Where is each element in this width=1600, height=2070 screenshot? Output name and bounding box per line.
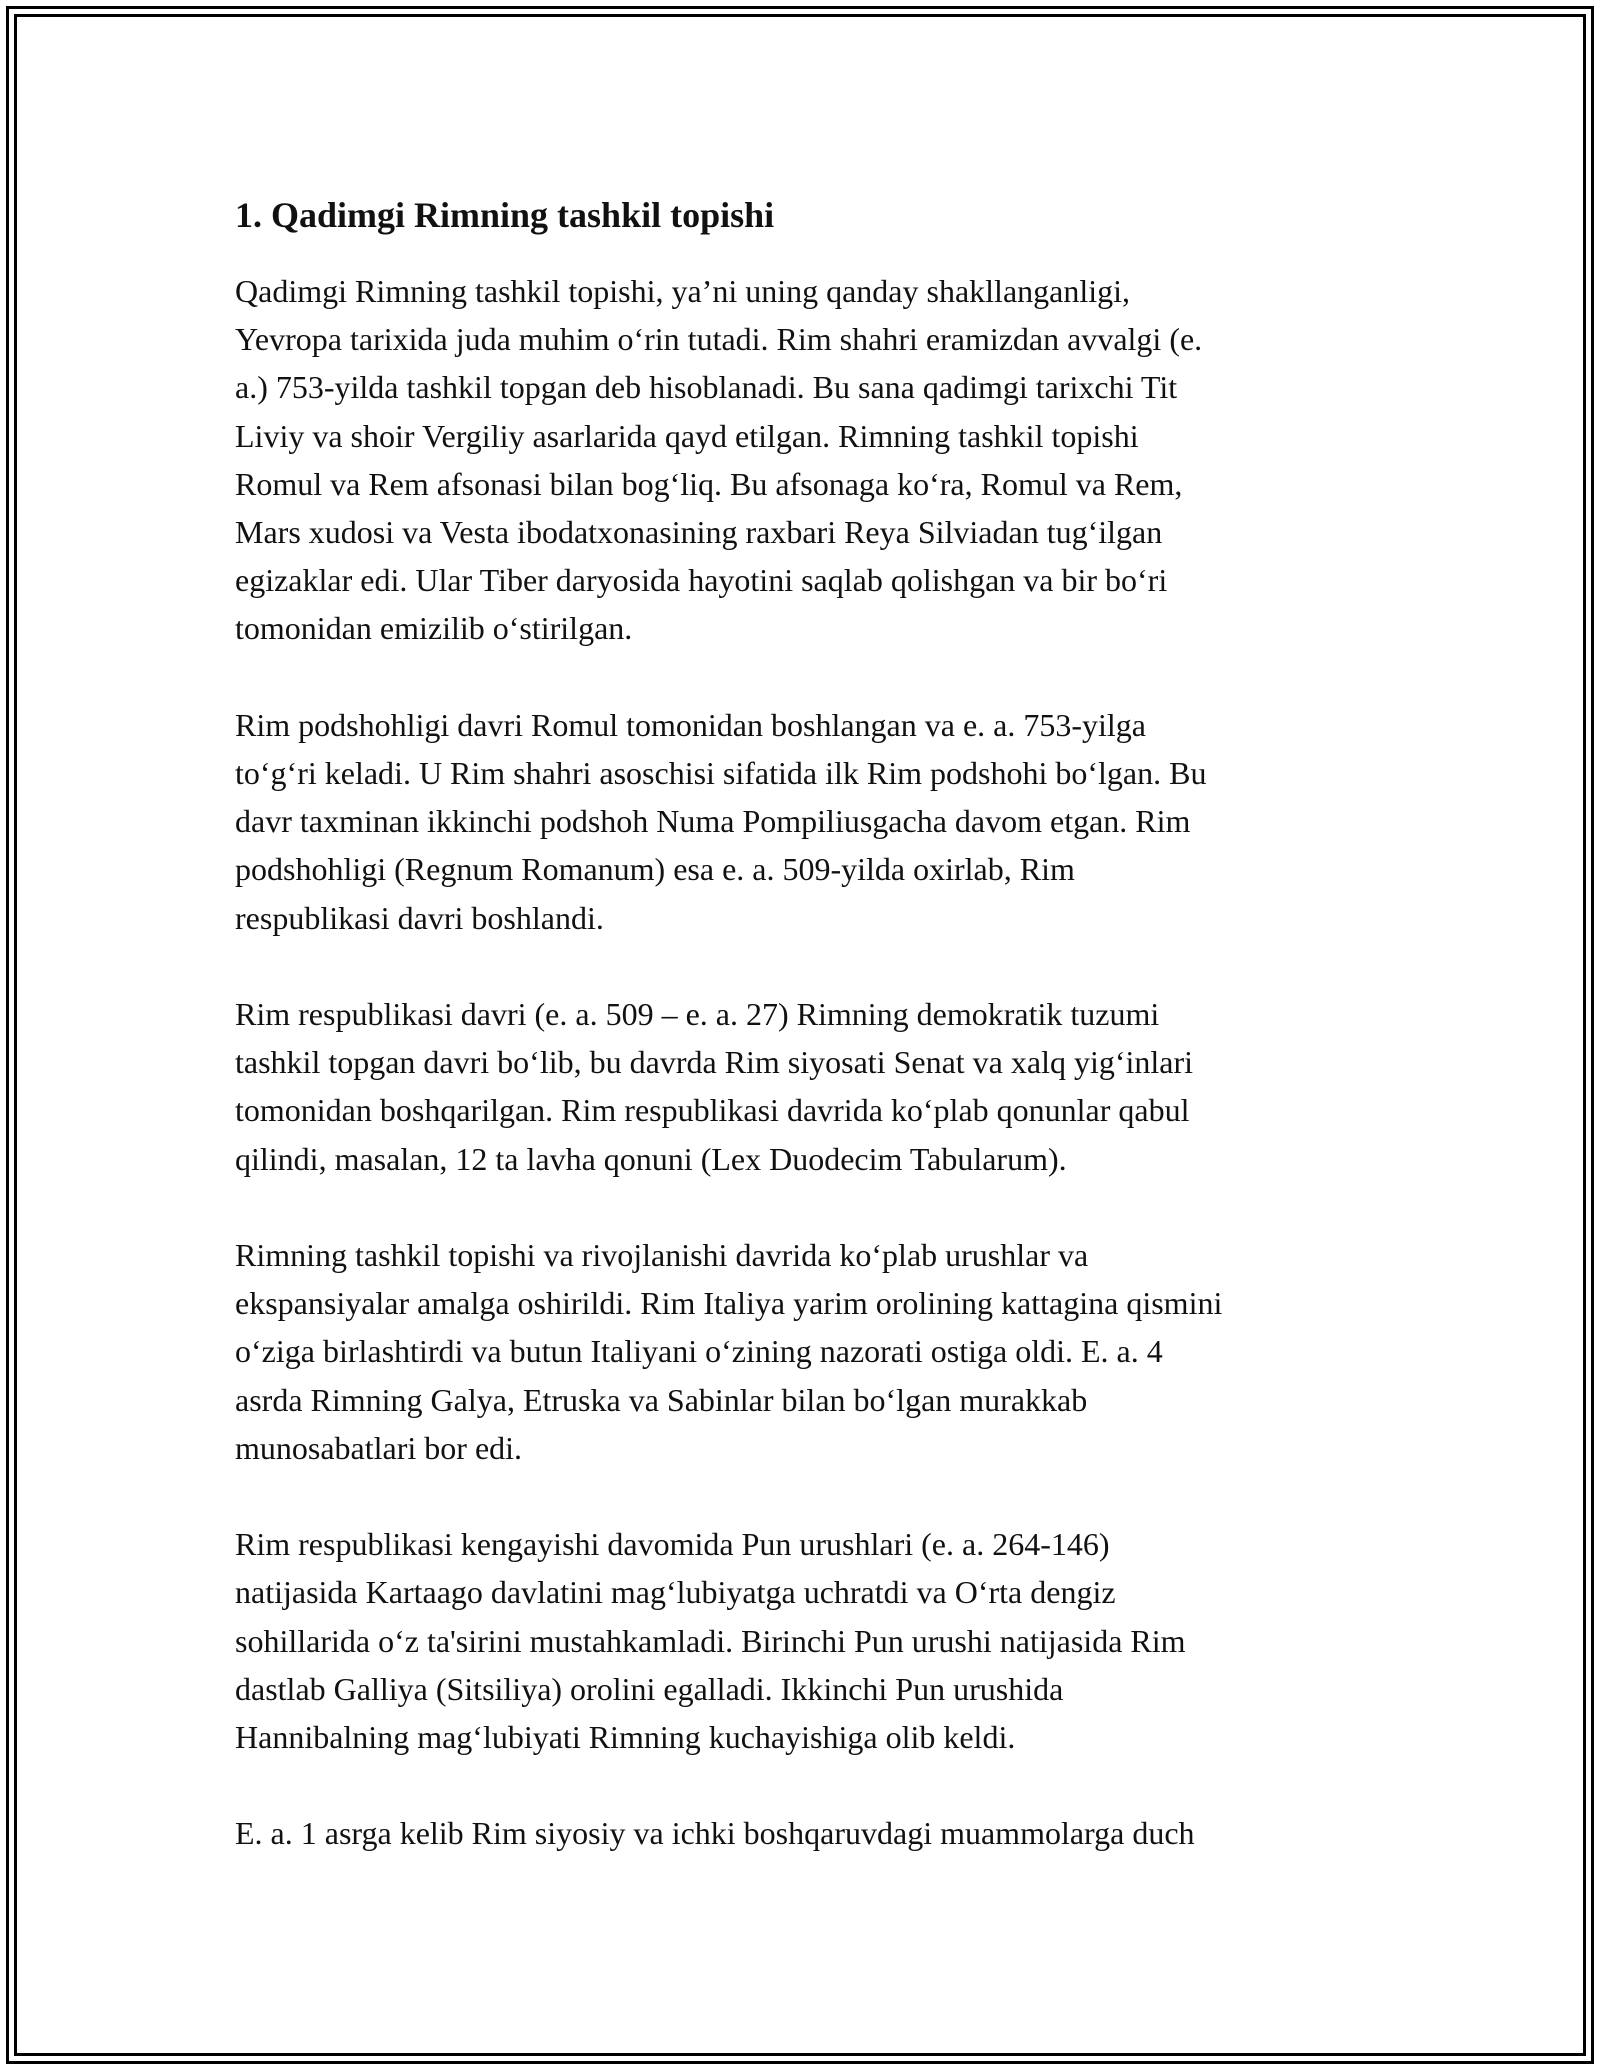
paragraph-line: Romul va Rem afsonasi bilan bog‘liq. Bu afsonaga ko‘ra, Romul va Rem, bbox=[235, 465, 1183, 502]
paragraph bbox=[235, 990, 1375, 1183]
paragraph-list bbox=[235, 267, 1375, 1858]
paragraph bbox=[235, 1231, 1375, 1472]
paragraph-line: dastlab Galliya (Sitsiliya) orolini egalladi. Ikkinchi Pun urushida bbox=[235, 1670, 1064, 1707]
paragraph-line: natijasida Kartaago davlatini mag‘lubiyatga uchratdi va O‘rta dengiz bbox=[235, 1574, 1116, 1611]
section-heading: 1. Qadimgi Rimning tashkil topishi bbox=[235, 195, 775, 235]
paragraph-line: Hannibalning mag‘lubiyati Rimning kuchayishiga olib keldi. bbox=[235, 1719, 1016, 1756]
paragraph-line: Rim podshohligi davri Romul tomonidan boshlangan va e. a. 753-yilga bbox=[235, 706, 1146, 743]
paragraph-line: asrda Rimning Galya, Etruska va Sabinlar bilan bo‘lgan murakkab bbox=[235, 1381, 1088, 1418]
paragraph-line: podshohligi (Regnum Romanum) esa e. a. 509-yilda oxirlab, Rim bbox=[235, 851, 1075, 888]
paragraph-line: a.) 753-yilda tashkil topgan deb hisoblanadi. Bu sana qadimgi tarixchi Tit bbox=[235, 369, 1178, 406]
paragraph-line: tashkil topgan davri bo‘lib, bu davrda Rim siyosati Senat va xalq yig‘inlari bbox=[235, 1044, 1194, 1081]
paragraph bbox=[235, 1520, 1375, 1761]
paragraph-line: E. a. 1 asrga kelib Rim siyosiy va ichki boshqaruvdagi muammolarga duch bbox=[235, 1815, 1195, 1852]
paragraph-line: Qadimgi Rimning tashkil topishi, ya’ni uning qanday shakllanganligi, bbox=[235, 273, 1131, 309]
paragraph-line: Rim respublikasi davri (e. a. 509 – e. a. 27) Rimning demokratik tuzumi bbox=[235, 996, 1160, 1033]
paragraph-line: Liviy va shoir Vergiliy asarlarida qayd etilgan. Rimning tashkil topishi bbox=[235, 417, 1139, 454]
paragraph-line: Rimning tashkil topishi va rivojlanishi davrida ko‘plab urushlar va bbox=[235, 1237, 1089, 1274]
paragraph-line: Mars xudosi va Vesta ibodatxonasining raxbari Reya Silviadan tug‘ilgan bbox=[235, 514, 1163, 551]
paragraph-line: o‘ziga birlashtirdi va butun Italiyani o‘zining nazorati ostiga oldi. E. a. 4 bbox=[235, 1333, 1163, 1370]
paragraph-line: Yevropa tarixida juda muhim o‘rin tutadi. Rim shahri eramizdan avvalgi (e. bbox=[235, 321, 1203, 358]
paragraph-line: tomonidan emizilib o‘stirilgan. bbox=[235, 610, 633, 647]
paragraph-line: egizaklar edi. Ular Tiber daryosida hayotini saqlab qolishgan va bir bo‘ri bbox=[235, 562, 1168, 599]
paragraph-line: to‘g‘ri keladi. U Rim shahri asoschisi sifatida ilk Rim podshohi bo‘lgan. Bu bbox=[235, 755, 1207, 792]
paragraph-line: tomonidan boshqarilgan. Rim respublikasi davrida ko‘plab qonunlar qabul bbox=[235, 1092, 1190, 1129]
paragraph bbox=[235, 701, 1375, 942]
paragraph-line: qilindi, masalan, 12 ta lavha qonuni (Lex Duodecim Tabularum). bbox=[235, 1140, 1067, 1177]
document-body bbox=[235, 185, 1375, 1906]
paragraph-line: Rim respublikasi kengayishi davomida Pun urushlari (e. a. 264-146) bbox=[235, 1526, 1110, 1563]
paragraph-line: ekspansiyalar amalga oshirildi. Rim Italiya yarim orolining kattagina qismini bbox=[235, 1285, 1223, 1322]
paragraph-line: davr taxminan ikkinchi podshoh Numa Pompiliusgacha davom etgan. Rim bbox=[235, 803, 1191, 840]
paragraph-line: respublikasi davri boshlandi. bbox=[235, 899, 604, 936]
paragraph-line: munosabatlari bor edi. bbox=[235, 1429, 523, 1466]
paragraph bbox=[235, 1809, 1375, 1857]
paragraph bbox=[235, 267, 1375, 653]
paragraph-line: sohillarida o‘z ta'sirini mustahkamladi. Birinchi Pun urushi natijasida Rim bbox=[235, 1622, 1186, 1659]
